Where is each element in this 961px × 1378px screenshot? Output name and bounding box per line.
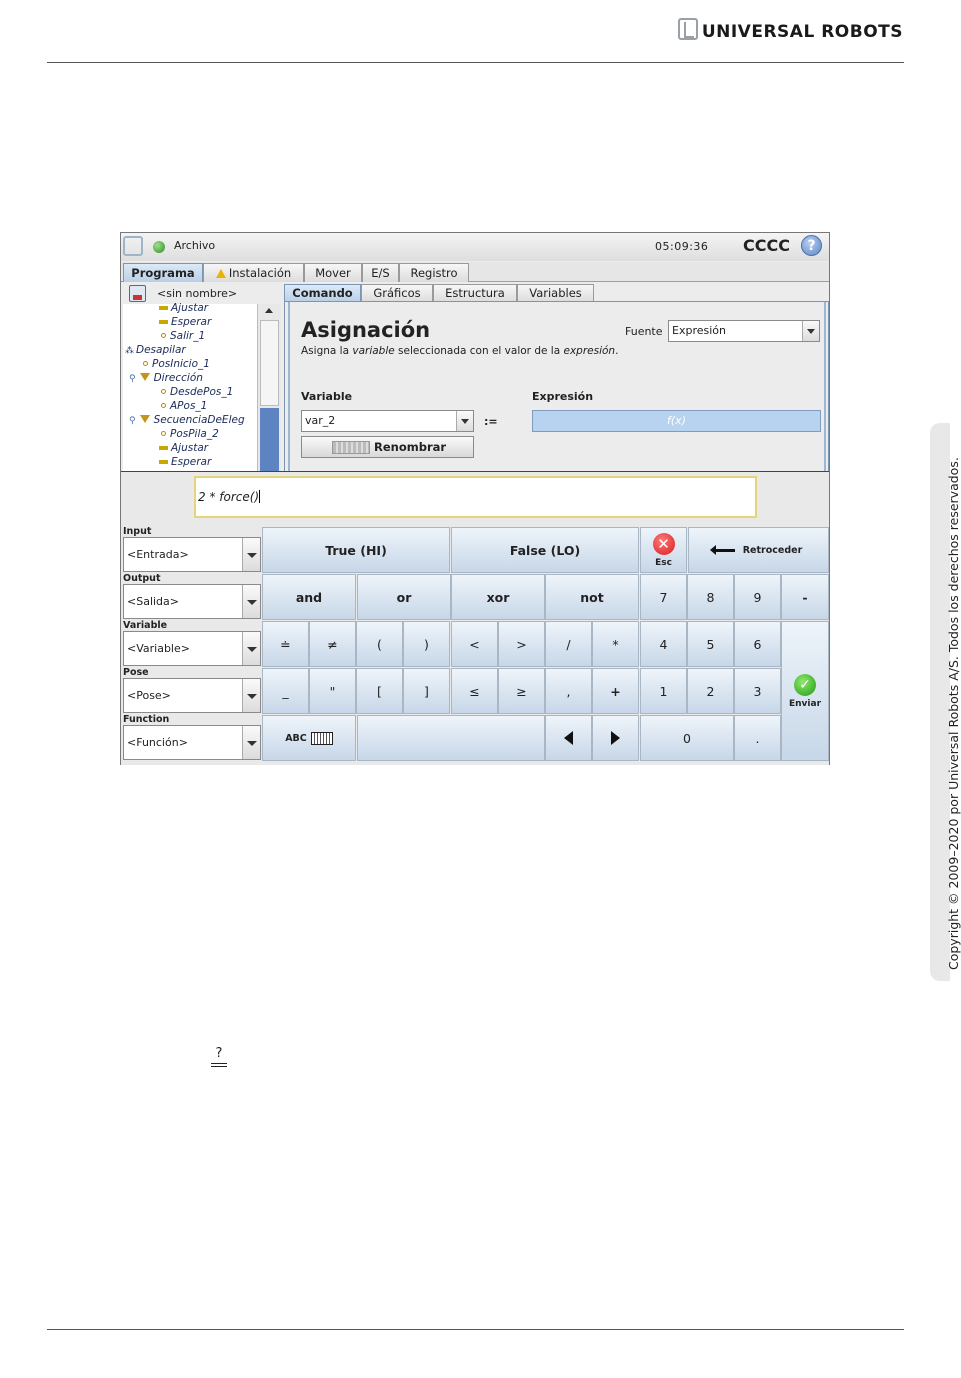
key-4[interactable]: 4 bbox=[640, 621, 687, 667]
output-label: Output bbox=[123, 573, 161, 584]
variable-select[interactable] bbox=[301, 410, 474, 432]
rename-label: Renombrar bbox=[374, 440, 447, 454]
key-0[interactable]: 0 bbox=[640, 715, 734, 761]
variable-list-label: Variable bbox=[123, 620, 168, 631]
send-label: Enviar bbox=[788, 698, 822, 709]
command-panel bbox=[284, 301, 829, 471]
key-greater-equal[interactable]: ≥ bbox=[498, 668, 545, 714]
key-5[interactable]: 5 bbox=[687, 621, 734, 667]
key-9[interactable]: 9 bbox=[734, 574, 781, 620]
chevron-down-icon bbox=[242, 679, 260, 712]
key-minus[interactable]: - bbox=[781, 574, 829, 620]
pose-label: Pose bbox=[123, 667, 149, 678]
expression-field[interactable]: f(x) bbox=[532, 410, 821, 432]
variable-list-select[interactable]: <Variable> bbox=[123, 631, 261, 666]
chevron-down-icon bbox=[242, 538, 260, 571]
check-icon: ✓ bbox=[794, 674, 816, 696]
key-6[interactable]: 6 bbox=[734, 621, 781, 667]
cursor-right-button[interactable] bbox=[592, 715, 639, 761]
key-multiply[interactable]: * bbox=[592, 621, 639, 667]
tree-item[interactable]: ⚲ SecuenciaDeEleg bbox=[129, 414, 245, 426]
and-button[interactable]: and bbox=[262, 574, 356, 620]
waypoint-icon bbox=[143, 361, 148, 366]
send-button[interactable] bbox=[781, 621, 829, 761]
waypoint-icon bbox=[161, 431, 166, 436]
key-close-paren[interactable]: ) bbox=[403, 621, 450, 667]
cursor-left-button[interactable] bbox=[545, 715, 592, 761]
close-icon: ✕ bbox=[653, 533, 675, 555]
robot-ui-screenshot bbox=[120, 232, 830, 765]
expression-editor bbox=[121, 471, 829, 765]
tree-item[interactable]: PosInicio_1 bbox=[143, 358, 210, 370]
tab-programa[interactable]: Programa bbox=[123, 263, 203, 282]
tree-branch-icon: ⚲ bbox=[129, 374, 136, 384]
function-label: Function bbox=[123, 714, 170, 725]
key-quote[interactable]: " bbox=[309, 668, 356, 714]
space-key[interactable] bbox=[357, 715, 545, 761]
output-select[interactable]: <Salida> bbox=[123, 584, 261, 619]
ur-logo-icon bbox=[123, 236, 143, 256]
key-underscore[interactable]: _ bbox=[262, 668, 309, 714]
clock: 05:09:36 bbox=[655, 240, 709, 253]
tab-comando[interactable]: Comando bbox=[284, 284, 361, 302]
tree-scrollbar[interactable] bbox=[257, 304, 281, 472]
scrollbar-track bbox=[260, 320, 279, 406]
wait-icon bbox=[159, 460, 168, 464]
expression-text: 2 * force() bbox=[198, 490, 260, 504]
source-label: Fuente bbox=[625, 325, 663, 338]
status-icon bbox=[153, 241, 165, 253]
assign-operator: := bbox=[484, 415, 498, 428]
page-title: Asignación bbox=[301, 318, 431, 342]
tab-registro[interactable]: Registro bbox=[399, 263, 469, 282]
true-button[interactable]: True (HI) bbox=[262, 527, 450, 573]
tree-item[interactable]: Esperar bbox=[159, 456, 211, 468]
tree-branch-icon: ⚲ bbox=[129, 416, 136, 426]
key-comma[interactable]: , bbox=[545, 668, 592, 714]
abc-keyboard-button[interactable]: ABC bbox=[262, 715, 356, 761]
key-equals[interactable]: ≐ bbox=[262, 621, 309, 667]
arrow-right-icon bbox=[611, 731, 620, 745]
tree-header bbox=[123, 284, 283, 304]
copyright-text: Copyright © 2009–2020 por Universal Robots A/S. Todos los derechos reservados. bbox=[946, 457, 961, 970]
ur-logo-icon bbox=[678, 18, 698, 40]
tree-item[interactable]: APos_1 bbox=[161, 400, 207, 412]
header-divider bbox=[47, 62, 904, 63]
rename-button[interactable] bbox=[301, 436, 474, 458]
tab-graficos[interactable]: Gráficos bbox=[361, 284, 433, 302]
key-1[interactable]: 1 bbox=[640, 668, 687, 714]
tab-es[interactable]: E/S bbox=[362, 263, 399, 282]
input-select[interactable]: <Entrada> bbox=[123, 537, 261, 572]
question-equal-symbol: ? bbox=[210, 1047, 228, 1067]
brand-name: UNIVERSAL ROBOTS bbox=[701, 22, 903, 42]
tree-item[interactable]: Ajustar bbox=[159, 442, 208, 454]
back-arrow-icon bbox=[715, 549, 735, 552]
tree-item[interactable]: ⁂ Desapilar bbox=[125, 344, 186, 356]
key-open-bracket[interactable]: [ bbox=[356, 668, 403, 714]
key-dot[interactable]: . bbox=[734, 715, 781, 761]
key-3[interactable]: 3 bbox=[734, 668, 781, 714]
tree-item[interactable]: PosPila_2 bbox=[161, 428, 219, 440]
file-menu[interactable]: Archivo bbox=[174, 239, 216, 252]
scrollbar-thumb[interactable] bbox=[260, 408, 279, 472]
robot-name: CCCC bbox=[743, 236, 790, 255]
adjust-icon bbox=[159, 446, 168, 450]
keyboard-icon bbox=[311, 732, 333, 745]
expression-input[interactable] bbox=[194, 476, 757, 518]
tab-instalacion[interactable] bbox=[203, 263, 304, 282]
tab-variables[interactable]: Variables bbox=[517, 284, 594, 302]
key-open-paren[interactable]: ( bbox=[356, 621, 403, 667]
warning-icon bbox=[216, 269, 226, 278]
key-greater[interactable]: > bbox=[498, 621, 545, 667]
key-less-equal[interactable]: ≤ bbox=[451, 668, 498, 714]
key-7[interactable]: 7 bbox=[640, 574, 687, 620]
key-2[interactable]: 2 bbox=[687, 668, 734, 714]
waypoint-icon bbox=[161, 403, 166, 408]
tree-item[interactable]: Esperar bbox=[159, 316, 211, 328]
command-tabs bbox=[284, 284, 829, 302]
save-icon[interactable] bbox=[129, 285, 146, 302]
backspace-button[interactable]: Retroceder bbox=[688, 527, 829, 573]
false-button[interactable]: False (LO) bbox=[451, 527, 639, 573]
tree-item[interactable]: Ajustar bbox=[159, 302, 208, 314]
text-caret bbox=[259, 490, 260, 503]
chevron-down-icon bbox=[802, 321, 819, 341]
adjust-icon bbox=[159, 306, 168, 310]
keyboard-icon bbox=[332, 441, 370, 454]
top-bar bbox=[121, 233, 829, 261]
source-select[interactable] bbox=[668, 320, 820, 342]
variable-label: Variable bbox=[301, 390, 353, 403]
description: Asigna la variable seleccionada con el valor de la expresión. bbox=[301, 345, 619, 357]
variable-value: var_2 bbox=[305, 414, 336, 427]
tab-mover[interactable]: Mover bbox=[304, 263, 362, 282]
chevron-down-icon bbox=[242, 632, 260, 665]
not-button[interactable]: not bbox=[545, 574, 639, 620]
tree-item[interactable]: ⚲ Dirección bbox=[129, 372, 203, 384]
tree-item[interactable]: Salir_1 bbox=[161, 330, 205, 342]
chevron-down-icon bbox=[456, 411, 473, 431]
tab-estructura[interactable]: Estructura bbox=[433, 284, 517, 302]
tab-instalacion-label: Instalación bbox=[228, 266, 292, 280]
tree-item[interactable]: DesdePos_1 bbox=[161, 386, 233, 398]
source-value: Expresión bbox=[672, 324, 726, 337]
arrow-left-icon bbox=[564, 731, 573, 745]
chevron-down-icon bbox=[242, 585, 260, 618]
key-close-bracket[interactable]: ] bbox=[403, 668, 450, 714]
key-not-equal[interactable]: ≠ bbox=[309, 621, 356, 667]
brand bbox=[678, 18, 903, 40]
footer-divider bbox=[47, 1329, 904, 1330]
program-name: <sin nombre> bbox=[157, 287, 238, 300]
key-less[interactable]: < bbox=[451, 621, 498, 667]
expression-label: Expresión bbox=[532, 390, 594, 403]
waypoint-icon bbox=[161, 333, 166, 338]
destack-icon: ⁂ bbox=[125, 346, 134, 356]
waypoint-icon bbox=[161, 389, 166, 394]
scroll-up-icon[interactable] bbox=[265, 308, 273, 313]
wait-icon bbox=[159, 320, 168, 324]
main-tabs bbox=[121, 262, 829, 282]
help-icon[interactable]: ? bbox=[801, 235, 822, 256]
key-plus[interactable]: + bbox=[592, 668, 639, 714]
key-divide[interactable]: / bbox=[545, 621, 592, 667]
program-tree bbox=[123, 304, 257, 472]
esc-button[interactable] bbox=[640, 527, 687, 573]
input-label: Input bbox=[123, 526, 152, 537]
or-button[interactable]: or bbox=[357, 574, 451, 620]
key-8[interactable]: 8 bbox=[687, 574, 734, 620]
function-select[interactable]: <Función> bbox=[123, 725, 261, 760]
sequence-icon bbox=[140, 415, 150, 423]
chevron-down-icon bbox=[242, 726, 260, 759]
pose-select[interactable]: <Pose> bbox=[123, 678, 261, 713]
esc-label: Esc bbox=[655, 557, 672, 568]
xor-button[interactable]: xor bbox=[451, 574, 545, 620]
direction-icon bbox=[140, 373, 150, 381]
